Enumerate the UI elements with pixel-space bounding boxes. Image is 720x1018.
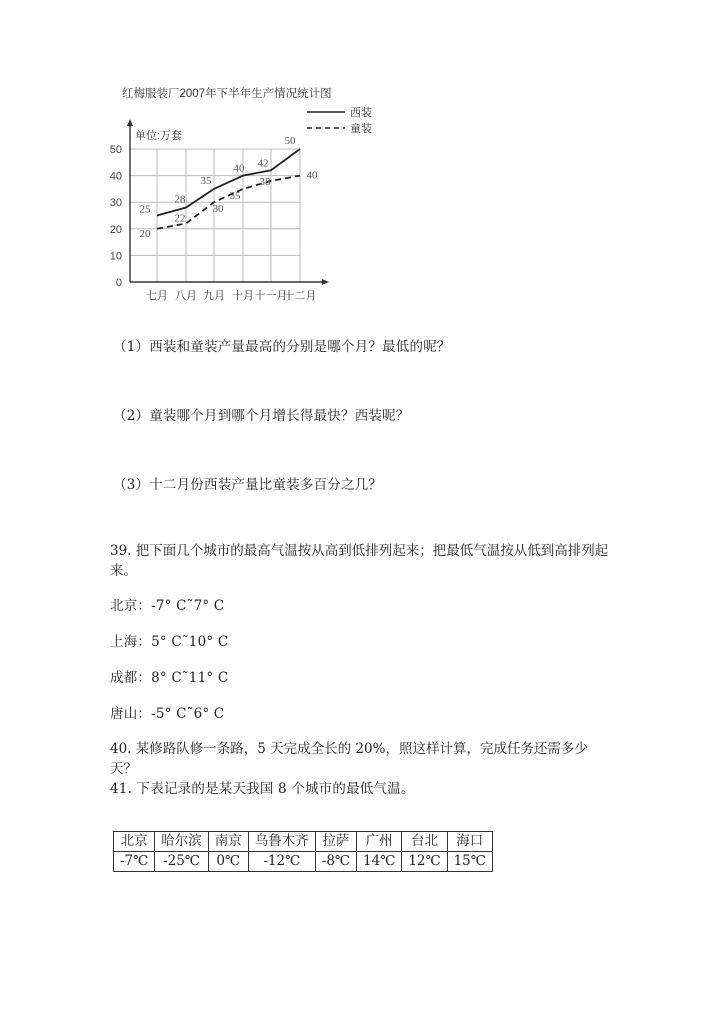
table-cell: -12℃ <box>248 852 315 872</box>
svg-text:50: 50 <box>284 135 296 147</box>
city-temp-beijing: 北京：-7° C˜7° C <box>110 598 225 614</box>
table-cell: -7℃ <box>114 852 155 872</box>
table-cell: -25℃ <box>155 852 209 872</box>
y-axis-ticks <box>110 144 122 289</box>
svg-text:28: 28 <box>174 193 186 206</box>
question-3: （3）十二月份西装产量比童装多百分之几？ <box>113 477 383 493</box>
question-2: （2）童装哪个月到哪个月增长得最快？西装呢？ <box>113 408 410 424</box>
unit-label: 单位:万套 <box>135 130 183 142</box>
table-header-cell: 海口 <box>447 832 492 852</box>
svg-text:十月: 十月 <box>232 290 254 302</box>
legend-label-suits: 西装 <box>350 107 372 119</box>
svg-text:20: 20 <box>139 227 151 240</box>
question-1: （1）西装和童装产量最高的分别是哪个月？最低的呢？ <box>113 339 451 355</box>
chart-legend <box>307 105 372 135</box>
problem-40-text: 40. 某修路队修一条路，5 天完成全长的 20%，照这样计算，完成任务还需多少天？ <box>110 741 588 777</box>
chart-title: 红梅服装厂2007年下半年生产情况统计图 <box>122 88 332 100</box>
svg-text:30: 30 <box>212 203 224 216</box>
line-chart <box>0 0 720 320</box>
svg-text:20: 20 <box>109 223 122 236</box>
table-header-cell: 广州 <box>357 832 402 852</box>
svg-text:十二月: 十二月 <box>283 290 317 302</box>
table-header-cell: 台北 <box>402 832 447 852</box>
table-row <box>114 852 493 872</box>
svg-text:50: 50 <box>109 144 122 156</box>
table-cell: 0℃ <box>208 852 248 872</box>
city-temp-chengdu: 成都：8° C˜11° C <box>110 670 229 686</box>
table-cell: -8℃ <box>315 852 356 872</box>
problem-41-text: 41. 下表记录的是某天我国 8 个城市的最低气温。 <box>110 781 415 797</box>
svg-text:0: 0 <box>115 277 122 289</box>
svg-text:十一月: 十一月 <box>254 290 288 302</box>
city-temp-tangshan: 唐山：-5° C˜6° C <box>110 706 225 722</box>
x-axis-ticks <box>146 288 317 302</box>
table-cell: 15℃ <box>447 852 492 872</box>
svg-text:25: 25 <box>139 203 151 216</box>
temperature-table <box>113 831 493 872</box>
svg-text:40: 40 <box>233 162 245 175</box>
svg-text:35: 35 <box>229 189 241 202</box>
table-cell: 12℃ <box>402 852 447 872</box>
svg-text:10: 10 <box>109 250 122 263</box>
table-header-row <box>114 832 493 852</box>
svg-text:42: 42 <box>257 157 269 170</box>
table-header-cell: 乌鲁木齐 <box>248 832 315 852</box>
svg-text:40: 40 <box>109 170 122 183</box>
table-header-cell: 北京 <box>114 832 155 852</box>
table-header-cell: 拉萨 <box>315 832 356 852</box>
chart-grid <box>130 149 300 282</box>
svg-text:七月: 七月 <box>146 290 168 302</box>
svg-text:30: 30 <box>109 197 122 210</box>
svg-text:22: 22 <box>174 212 186 225</box>
svg-text:40: 40 <box>306 169 318 182</box>
svg-text:35: 35 <box>200 174 212 187</box>
table-cell: 14℃ <box>357 852 402 872</box>
svg-text:38: 38 <box>259 175 271 188</box>
table-header-cell: 哈尔滨 <box>155 832 209 852</box>
table-header-cell: 南京 <box>208 832 248 852</box>
problem-39-text: 39. 把下面几个城市的最高气温按从高到低排列起来；把最低气温按从低到高排列起来。 <box>110 543 609 579</box>
svg-text:八月: 八月 <box>175 290 197 302</box>
svg-text:九月: 九月 <box>203 290 225 302</box>
data-labels <box>140 135 319 240</box>
city-temp-shanghai: 上海：5° C˜10° C <box>110 634 229 650</box>
legend-label-kids: 童装 <box>350 123 372 135</box>
